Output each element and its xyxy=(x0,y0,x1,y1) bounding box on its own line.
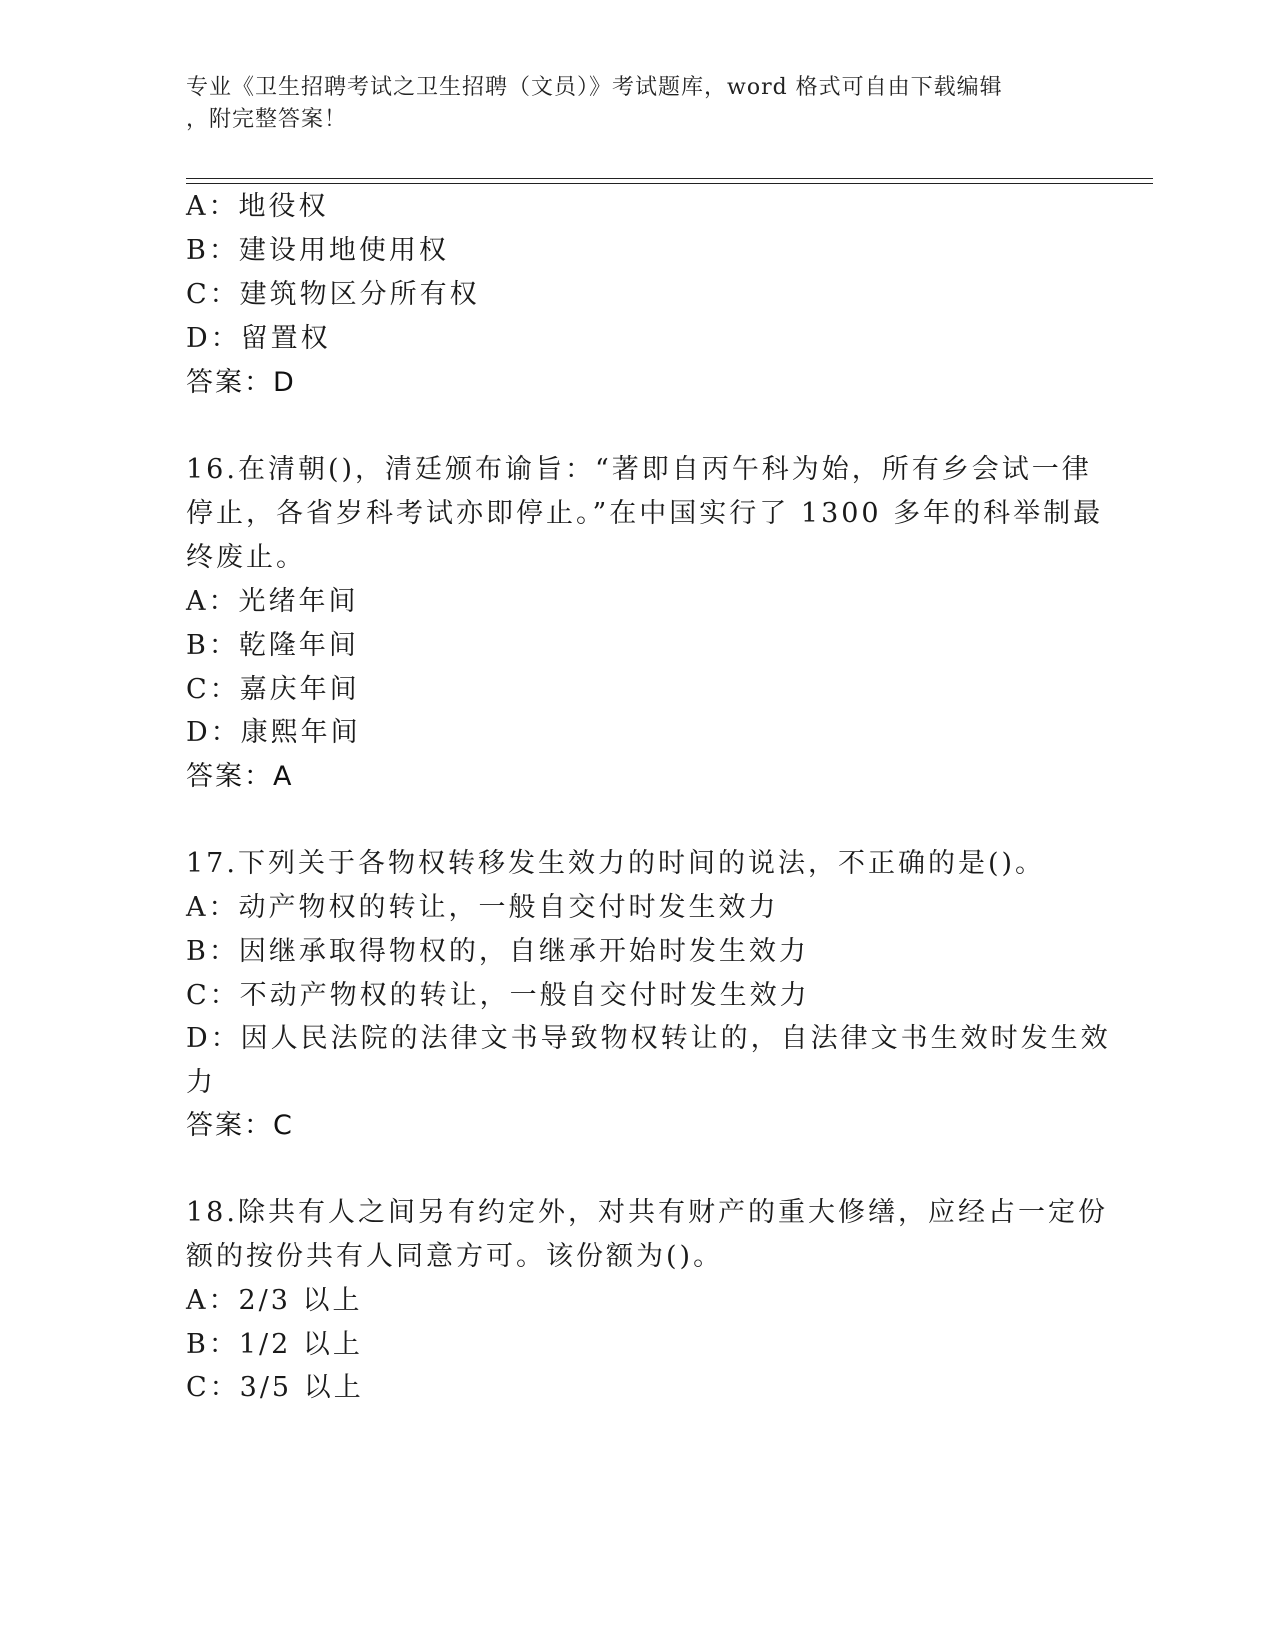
question-stem-continuation: 停止，各省岁科考试亦即停止。”在中国实行了 1300 多年的科举制最 xyxy=(186,498,1104,529)
question-stem-continuation: 额的按份共有人同意方可。该份额为()。 xyxy=(186,1241,724,1272)
question-stem: 18.除共有人之间另有约定外，对共有财产的重大修缮，应经占一定份 xyxy=(186,1197,1108,1228)
answer-label: 答案：D xyxy=(186,367,296,398)
question-stem-continuation: 终废止。 xyxy=(186,542,306,573)
document-header xyxy=(186,72,1086,136)
option-c: C：不动产物权的转让，一般自交付时发生效力 xyxy=(186,980,810,1011)
header-title-continuation: ，附完整答案！ xyxy=(186,107,348,132)
option-b: B：因继承取得物权的，自继承开始时发生效力 xyxy=(186,936,809,967)
header-title-line: 专业《卫生招聘考试之卫生招聘（文员）》考试题库，word 格式可自由下载编辑 xyxy=(186,75,1003,100)
answer-label: 答案：C xyxy=(186,1110,294,1141)
option-a: A：动产物权的转让，一般自交付时发生效力 xyxy=(186,892,779,923)
option-a: A：地役权 xyxy=(186,191,329,222)
option-b: B：乾隆年间 xyxy=(186,630,359,661)
question-stem: 17.下列关于各物权转移发生效力的时间的说法，不正确的是()。 xyxy=(186,848,1046,879)
option-c: C：3/5 以上 xyxy=(186,1372,364,1403)
header-divider-bottom xyxy=(186,183,1153,184)
header-divider-top xyxy=(186,178,1153,179)
option-d: D：康熙年间 xyxy=(186,717,361,748)
option-d-continuation: 力 xyxy=(186,1067,216,1098)
option-b: B：1/2 以上 xyxy=(186,1329,363,1360)
option-d: D：留置权 xyxy=(186,323,331,354)
option-d: D：因人民法院的法律文书导致物权转让的，自法律文书生效时发生效 xyxy=(186,1023,1111,1054)
option-a: A：光绪年间 xyxy=(186,586,359,617)
option-c: C：嘉庆年间 xyxy=(186,674,360,705)
answer-label: 答案：A xyxy=(186,761,294,792)
option-b: B：建设用地使用权 xyxy=(186,235,449,266)
option-a: A：2/3 以上 xyxy=(186,1285,363,1316)
option-c: C：建筑物区分所有权 xyxy=(186,279,480,310)
question-stem: 16.在清朝()，清廷颁布谕旨：“著即自丙午科为始，所有乡会试一律 xyxy=(186,454,1092,485)
